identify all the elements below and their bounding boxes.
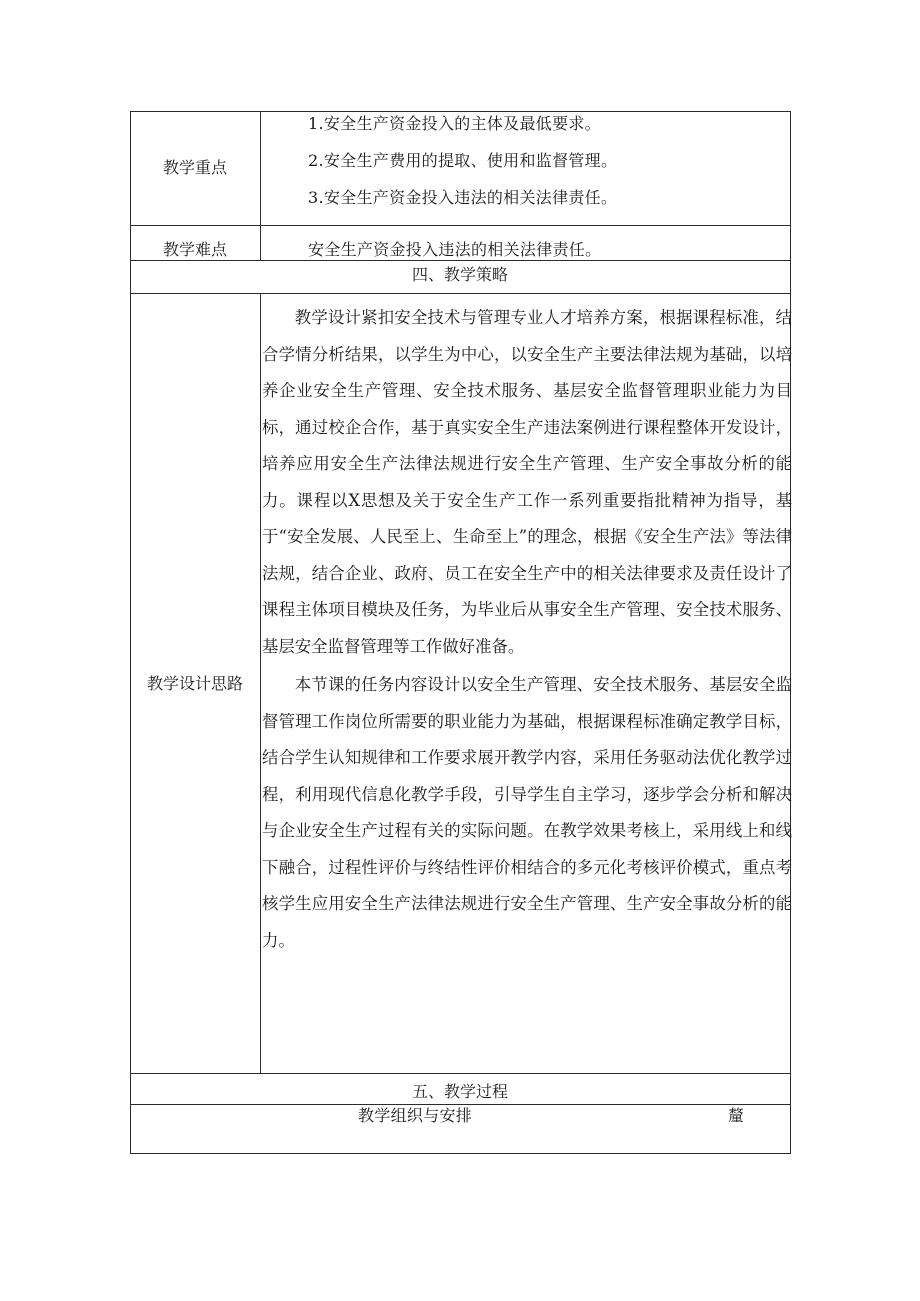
difficulty-label: 教学难点 [162,240,227,259]
focus-label: 教学重点 [162,158,227,177]
row-divider-design [130,1073,791,1074]
difficulty-text: 安全生产资金投入违法的相关法律责任。 [308,240,602,259]
section4-title: 四、教学策略 [411,265,508,284]
design-label: 教学设计思路 [146,674,243,693]
table-border-top [130,111,791,112]
row-divider-focus [130,225,791,226]
column-divider-design [260,293,261,1073]
focus-item-1: 1.安全生产资金投入的主体及最低要求。 [308,114,601,133]
row-divider-difficulty [130,260,791,261]
row-divider-section5 [130,1104,791,1105]
design-paragraph-2: 本节课的任务内容设计以安全生产管理、安全技术服务、基层安全监督管理工作岗位所需要的职业能力为基础，根据课程标准确定教学目标，结合学生认知规律和工作要求展开教学内容，采用任务驱动法优化教学过程，利用现代信息化教学手段，引导学生自主学习，逐步学会分析和解决与企业安全生产过程有关的实际问题。在教学效果考核上，采用线上和线下融合，过程性评价与终结性评价相结合的多元化考核评价模式，重点考核学生应用安全生产法律法规进行安全生产管理、生产安全事故分析的能力。 [262,675,792,950]
process-column-1: 教学组织与安排 [358,1106,473,1125]
focus-item-2: 2.安全生产费用的提取、使用和监督管理。 [308,151,618,170]
process-column-2: 釐 [728,1106,745,1125]
design-paragraph-1: 教学设计紧扣安全技术与管理专业人才培养方案，根据课程标准，结合学情分析结果，以学生为中心，以安全生产主要法律法规为基础，以培养企业安全生产管理、安全技术服务、基层安全监督管理职业能力为目标，通过校企合作，基于真实安全生产违法案例进行课程整体开发设计，培养应用安全生产法律法规进行安全生产管理、生产安全事故分析的能力。课程以X思想及关于安全生产工作一系列重要指批精神为指导，基于“安全发展、人民至上、生命至上”的理念，根据《安全生产法》等法律法规，结合企业、政府、员工在安全生产中的相关法律要求及责任设计了课程主体项目模块及任务，为毕业后从事安全生产管理、安全技术服务、基层安全监督管理等工作做好准备。 [262,308,792,656]
row-divider-section4 [130,293,791,294]
focus-item-3: 3.安全生产资金投入违法的相关法律责任。 [308,188,618,207]
section5-title: 五、教学过程 [411,1082,508,1101]
column-divider-upper [260,111,261,260]
table-border-bottom [130,1153,791,1154]
